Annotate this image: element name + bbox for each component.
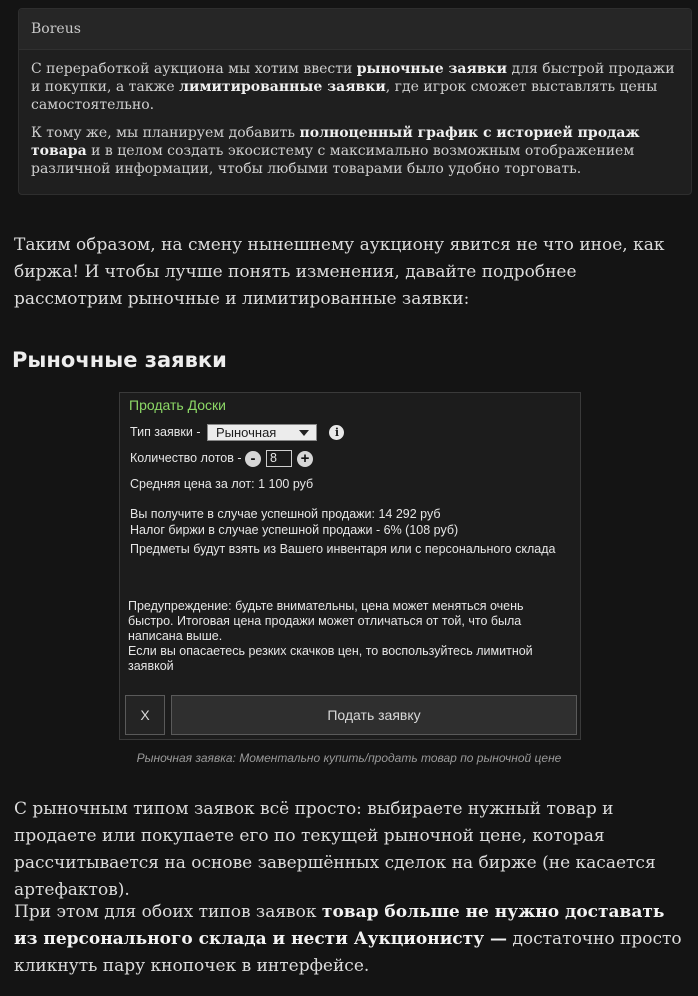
image-caption: Рыночная заявка: Моментально купить/продать товар по рыночной цене xyxy=(136,751,562,765)
lots-row xyxy=(130,450,313,467)
quote-paragraph-2 xyxy=(31,124,679,178)
lots-label: Количество лотов - xyxy=(130,450,242,465)
quote-bold: полноценный график с историей продаж товара xyxy=(31,125,640,159)
quote-author: Boreus xyxy=(19,9,691,50)
average-price: Средняя цена за лот: 1 100 руб xyxy=(130,477,314,491)
market-orders-paragraph: С рыночным типом заявок всё просто: выбираете нужный товар и продаете или покупаете его по текущей рыночной цене, которая рассчитывается на основе завершённых сделок на бирже (не касается артефактов). xyxy=(14,799,656,900)
quote-block xyxy=(18,8,692,195)
quote-bold: лимитированные заявки xyxy=(179,79,386,95)
panel-title: Продать Доски xyxy=(129,397,226,413)
items-source-note: Предметы будут взять из Вашего инвентаря или с персонального склада xyxy=(130,542,556,556)
warning-line: Предупреждение: будьте внимательны, цена может меняться очень xyxy=(128,599,524,613)
chevron-down-icon xyxy=(299,430,309,436)
quote-body xyxy=(19,50,691,178)
increase-button[interactable]: + xyxy=(297,451,313,467)
info-icon[interactable]: i xyxy=(329,425,344,440)
quote-text: , где игрок сможет выставлять цены самостоятельно. xyxy=(31,79,658,113)
paragraph-text: достаточно просто кликнуть пару кнопочек в интерфейсе. xyxy=(14,929,682,976)
warning-text xyxy=(128,599,568,674)
quote-text: К тому же, мы планируем добавить xyxy=(31,125,300,141)
warning-line: Если вы опасаетесь резких скачков цен, то воспользуйтесь лимитной xyxy=(128,644,533,658)
quote-text: С переработкой аукциона мы хотим ввести xyxy=(31,61,357,77)
paragraph-bold: товар больше не нужно доставать из персонального склада и нести Аукционисту — xyxy=(14,902,665,949)
quote-text: и в целом создать экосистему с максимально возможным отображением различной информации, чтобы любыми товарами было удобно торговать. xyxy=(31,143,635,177)
close-button[interactable]: X xyxy=(125,695,165,735)
quote-paragraph-1 xyxy=(31,60,679,114)
warning-line: заявкой xyxy=(128,659,174,673)
section-title: Рыночные заявки xyxy=(12,348,227,372)
receive-amount: Вы получите в случае успешной продажи: 14 292 руб xyxy=(130,507,441,521)
order-type-label: Тип заявки - xyxy=(130,424,201,439)
intro-paragraph: Таким образом, на смену нынешнему аукциону явится не что иное, как биржа! И чтобы лучше понять изменения, давайте подробнее рассмотрим рыночные и лимитированные заявки: xyxy=(14,235,665,309)
sell-order-panel xyxy=(119,392,581,740)
paragraph-text: При этом для обоих типов заявок xyxy=(14,902,322,922)
order-type-dropdown[interactable] xyxy=(207,424,317,441)
warning-line: быстро. Итоговая цена продажи может отличаться от той, что была xyxy=(128,614,522,628)
exchange-tax: Налог биржи в случае успешной продажи - 6% (108 руб) xyxy=(130,523,459,537)
quote-text: для быстрой продажи и покупки, а также xyxy=(31,61,675,95)
both-orders-paragraph xyxy=(14,899,690,980)
order-type-row xyxy=(130,424,344,441)
quote-bold: рыночные заявки xyxy=(356,61,508,77)
submit-order-button[interactable]: Подать заявку xyxy=(171,695,577,735)
warning-line: написана выше. xyxy=(128,629,223,643)
order-type-value: Рыночная xyxy=(215,425,277,440)
lots-quantity-input[interactable]: 8 xyxy=(266,450,292,467)
decrease-button[interactable]: - xyxy=(245,451,261,467)
